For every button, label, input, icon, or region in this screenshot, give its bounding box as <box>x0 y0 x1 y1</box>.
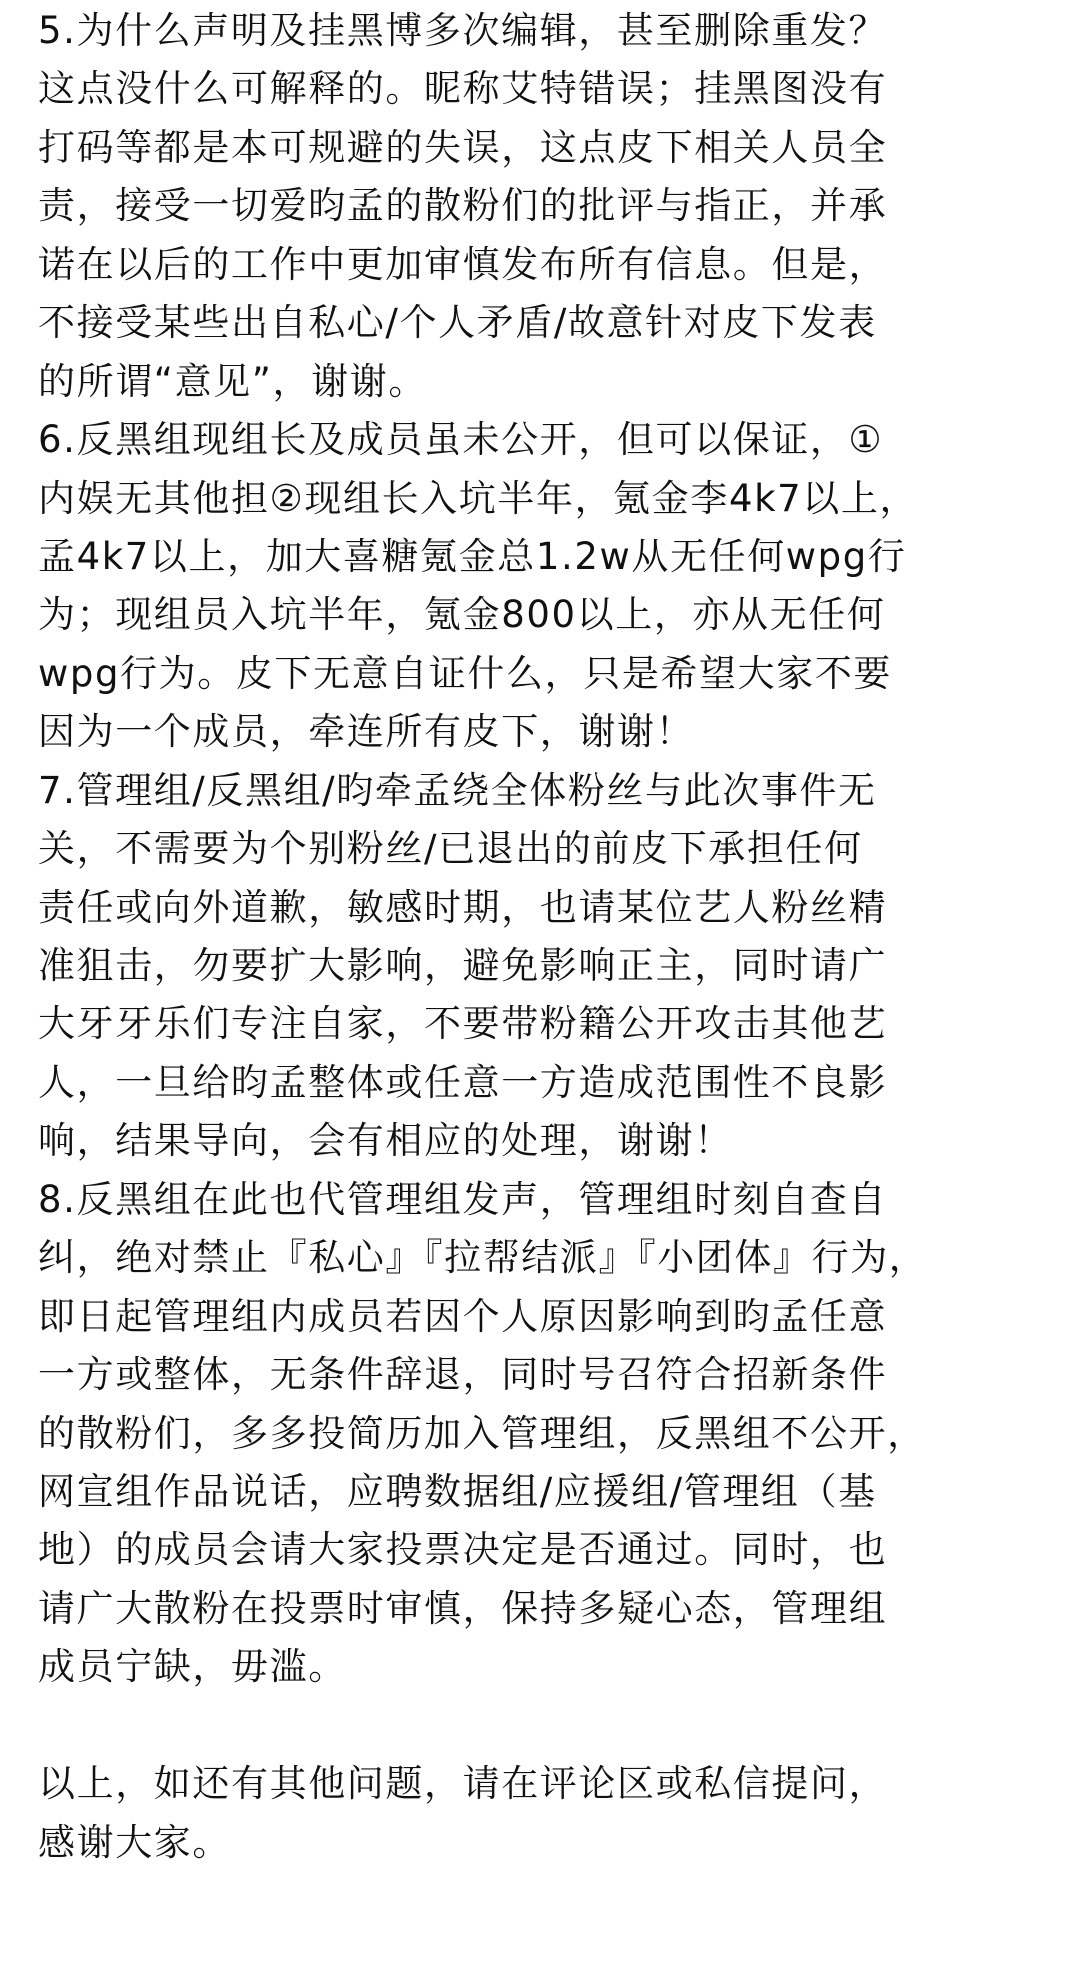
text-line: 一方或整体，无条件辞退，同时号召符合招新条件 <box>38 1353 888 1397</box>
text-line: 6.反黑组现组长及成员虽未公开，但可以保证，① <box>38 418 884 462</box>
text-line: 8.反黑组在此也代管理组发声，管理组时刻自查自 <box>38 1177 888 1221</box>
text-line: 大牙牙乐们专注自家，不要带粉籍公开攻击其他艺 <box>38 1002 888 1046</box>
post-body <box>38 2 1048 1872</box>
text-line: 为；现组员入坑半年，氪金800以上，亦从无任何 <box>38 593 886 637</box>
text-line: 责，接受一切爱昀孟的散粉们的批评与指正，并承 <box>38 184 888 228</box>
text-line: 打码等都是本可规避的失误，这点皮下相关人员全 <box>38 125 888 169</box>
text-line: 网宣组作品说话，应聘数据组/应援组/管理组（基 <box>38 1469 877 1513</box>
section-6 <box>38 411 1048 762</box>
text-line: 这点没什么可解释的。昵称艾特错误；挂黑图没有 <box>38 67 888 111</box>
text-line: 关，不需要为个别粉丝/已退出的前皮下承担任何 <box>38 827 863 871</box>
text-line: 的所谓“意见”，谢谢。 <box>38 359 427 403</box>
section-5 <box>38 2 1048 411</box>
text-line: 不接受某些出自私心/个人矛盾/故意针对皮下发表 <box>38 301 877 345</box>
text-line: 纠，绝对禁止『私心』『拉帮结派』『小团体』行为， <box>38 1236 928 1280</box>
text-line: 5.为什么声明及挂黑博多次编辑，甚至删除重发？ <box>38 9 888 52</box>
text-line: 7.管理组/反黑组/昀牵孟绕全体粉丝与此次事件无 <box>38 768 877 812</box>
text-line: wpg行为。皮下无意自证什么，只是希望大家不要 <box>38 651 893 695</box>
paragraph-spacer <box>38 1697 1048 1755</box>
text-line: 即日起管理组内成员若因个人原因影响到昀孟任意 <box>38 1294 888 1338</box>
section-7 <box>38 762 1048 1171</box>
text-line: 感谢大家。 <box>38 1820 231 1864</box>
text-line: 诺在以后的工作中更加审慎发布所有信息。但是， <box>38 242 888 286</box>
text-line: 成员宁缺，毋滥。 <box>38 1645 347 1689</box>
text-line: 责任或向外道歉，敏感时期，也请某位艺人粉丝精 <box>38 885 888 929</box>
text-line: 人，一旦给昀孟整体或任意一方造成范围性不良影 <box>38 1060 888 1104</box>
closing-section <box>38 1755 1048 1872</box>
text-line: 孟4k7以上，加大喜糖氪金总1.2w从无任何wpg行 <box>38 534 907 578</box>
text-line: 请广大散粉在投票时审慎，保持多疑心态，管理组 <box>38 1586 888 1630</box>
text-line: 内娱无其他担②现组长入坑半年，氪金李4k7以上， <box>38 476 919 520</box>
section-8 <box>38 1171 1048 1697</box>
text-line: 准狙击，勿要扩大影响，避免影响正主，同时请广 <box>38 944 888 987</box>
text-line: 响，结果导向，会有相应的处理，谢谢！ <box>38 1119 733 1163</box>
text-line: 因为一个成员，牵连所有皮下，谢谢！ <box>38 710 695 754</box>
text-line: 以上，如还有其他问题，请在评论区或私信提问， <box>38 1762 888 1806</box>
text-line: 的散粉们，多多投简历加入管理组，反黑组不公开， <box>38 1411 926 1455</box>
text-line: 地）的成员会请大家投票决定是否通过。同时，也 <box>38 1528 888 1572</box>
